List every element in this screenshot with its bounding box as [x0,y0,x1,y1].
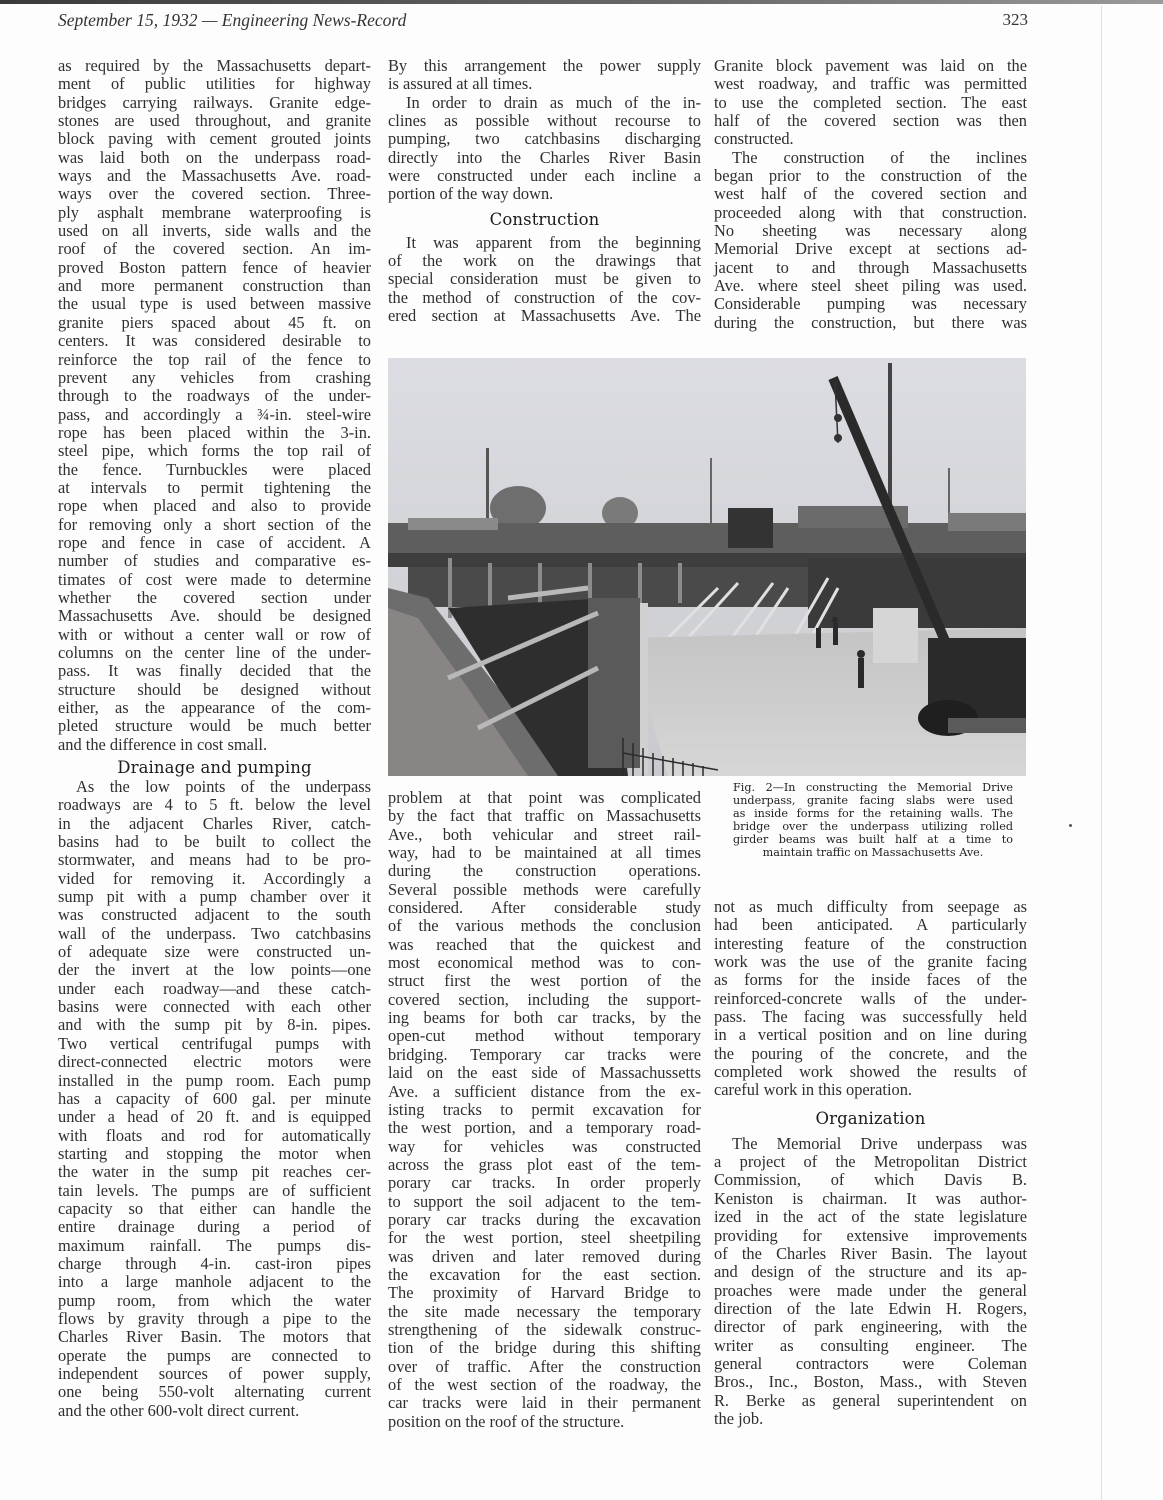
text-line: R. Berke as general superintendent on [714,1390,1027,1410]
text-line: was constructed adjacent to the south [58,905,371,925]
text-line: problem at that point was complicated [388,788,701,807]
text-line: In order to drain as much of the in- [406,92,701,112]
column-left-bottom [58,758,371,1420]
caption-line: as inside forms for the retaining walls. The [733,806,1013,820]
text-line: Bros., Inc., Boston, Mass., with Steven [714,1372,1027,1392]
text-line: ized in the act of the state legislature [714,1207,1027,1227]
text-line: for the west portion, steel sheetpiling [388,1228,701,1248]
text-line: used on all inverts, side walls and the [58,221,371,241]
caption-line: maintain traffic on Massachusetts Ave. [762,845,984,859]
text-line: was laid both on the underpass road- [58,147,371,167]
text-line: The proximity of Harvard Bridge to [388,1283,701,1303]
text-line: the job. [714,1408,764,1428]
text-line: sump pit with a pump chamber over it [58,887,371,907]
text-line: the method of construction of the cov- [388,287,701,307]
text-line: of the various methods the conclusion [388,916,701,936]
text-line: stones are used throughout, and granite [58,111,371,131]
text-line: to support the soil adjacent to the tem- [388,1191,701,1211]
text-line: not as much difficulty from seepage as [714,897,1027,916]
text-line: rope when placed and also to provide [58,496,371,516]
text-line: struct first the west portion of the [388,971,701,991]
text-line: and the other 600-volt direct current. [58,1400,300,1420]
text-line: pass. The facing was successfully held [714,1007,1027,1027]
text-line: Keniston is chairman. It was author- [714,1188,1027,1208]
text-line: has a capacity of 600 gal. per minute [58,1088,371,1108]
text-line: proaches were made under the general [714,1280,1027,1300]
text-line: Granite block pavement was laid on the [714,56,1027,75]
text-line: was reached that the quickest and [388,934,701,954]
text-line: prevent any vehicles from crashing [58,367,371,387]
text-line: in a vertical position and on line during [714,1025,1027,1045]
text-line: of adequate size were constructed un- [58,942,371,962]
text-line: and design of the structure and its ap- [714,1262,1027,1282]
text-line: By this arrangement the power supply [388,56,701,75]
text-line: directly into the Charles River Basin [388,147,701,167]
text-line: Ave. a sufficient distance from the ex- [388,1081,701,1101]
text-line: Two vertical centrifugal pumps with [58,1033,371,1053]
text-line: stormwater, and means had to be pro- [58,850,371,870]
text-line: It was apparent from the beginning [406,232,701,252]
text-line: either, as the appearance of the com- [58,698,371,718]
text-line: position on the roof of the structure. [388,1411,625,1431]
text-line: portion of the way down. [388,184,554,204]
text-line: with or without a center wall or row of [58,624,371,644]
power-paragraphs [388,57,701,204]
text-line: laid on the east side of Massachussetts [388,1063,701,1083]
text-line: pass, and accordingly a ¾-in. steel-wire [58,404,371,424]
text-line: the west portion, and a temporary road- [388,1118,701,1138]
text-line: under a head of 20 ft. and is equipped [58,1107,371,1127]
text-line: way for vehicles was constructed [388,1136,701,1156]
text-line: west half of the covered section and [714,184,1027,204]
text-line: open-cut method without temporary [388,1026,701,1046]
text-line: ered section at Massachusetts Ave. The [388,306,701,326]
text-line: proceeded along with that construction. [714,202,1027,222]
facing-paragraph [714,898,1027,1100]
text-line: wall of the underpass. Two catchbasins [58,923,371,943]
construction-paragraph [388,234,701,326]
text-line: by the fact that traffic on Massachusetts [388,806,701,826]
text-line: pass. It was finally decided that the [58,661,371,681]
text-line: proved Boston pattern fence of heavier [58,257,371,277]
text-line: as required by the Massachusetts depart- [58,56,371,75]
caption-line: bridge over the underpass utilizing rolled [733,819,1013,833]
text-line: ways and the Massachusetts Ave. road- [58,166,371,186]
text-line: roadways are 4 to 5 ft. below the level [58,795,371,815]
text-line: general contractors were Coleman [714,1353,1027,1373]
column-middle-bottom [388,789,701,1431]
text-line: flows by gravity through a pipe to the [58,1308,371,1328]
text-line: across the grass plot east of the tem- [388,1154,701,1174]
text-line: and the difference in cost small. [58,734,268,754]
text-line: began prior to the construction of the [714,166,1027,186]
text-line: block paving with cement grouted joints [58,129,371,149]
running-header [58,10,1028,34]
scan-edge-line [1101,6,1102,1500]
text-line: and with the sump pit by 8-in. pipes. [58,1015,371,1035]
scan-speck [1069,824,1072,827]
text-line: porary car tracks. In order properly [388,1173,701,1193]
text-line: whether the covered section under [58,587,371,607]
text-line: under each roadway—and these catch- [58,978,371,998]
text-line: Several possible methods were carefully [388,879,701,899]
text-line: basins had to be built to collect the [58,832,371,852]
text-line: der the invert at the low points—one [58,960,371,980]
caption-line: girder beams was built half at a time to [733,832,1013,846]
text-line: ing beams for both car tracks, by the [388,1008,701,1028]
text-line: number of studies and comparative es- [58,551,371,571]
text-line: of the Charles River Basin. The layout [714,1243,1027,1263]
column-left-top [58,57,371,754]
text-line: as forms for the inside faces of the [714,970,1027,990]
column-middle-top [388,57,701,325]
text-line: most economical method was to con- [388,953,701,973]
text-line: independent sources of power supply, [58,1364,371,1383]
text-line: at intervals to permit tightening the [58,477,371,497]
text-line: director of park engineering, with the [714,1317,1027,1337]
text-line: the usual type is used between massive [58,294,371,314]
text-line: pump room, from which the water [58,1290,371,1310]
text-line: maximum rainfall. The pumps dis- [58,1235,371,1255]
text-line: car tracks were laid in their permanent [388,1393,701,1413]
column-right-bottom [714,898,1027,1428]
construction-photograph [388,358,1026,776]
text-line: No sheeting was necessary along [714,221,1027,241]
text-line: rope and fence in case of accident. A [58,532,371,552]
text-line: Commission, of which Davis B. [714,1170,1027,1190]
text-line: Massachusetts Ave. should be designed [58,606,371,626]
text-line: direction of the late Edwin H. Rogers, [714,1298,1027,1318]
text-line: were constructed under each incline a [388,166,701,186]
text-line: during the construction, but there was [714,312,1027,332]
text-line: jacent to and through Massachusetts [714,257,1027,277]
section-heading-organization: Organization [815,1108,926,1128]
text-line: way, had to be maintained at all times [388,843,701,863]
text-line: one being 550-volt alternating current [58,1382,371,1402]
text-line: ways over the covered section. Three- [58,184,371,204]
text-line: the excavation for the east section. [388,1264,701,1284]
text-line: installed in the pump room. Each pump [58,1070,371,1090]
text-line: the fence. Turnbuckles were placed [58,459,371,479]
text-line: was driven and later removed during [388,1246,701,1266]
text-line: over of traffic. After the construction [388,1356,701,1376]
caption-line: Fig. 2—In constructing the Memorial Drive [733,781,1013,794]
text-line: is assured at all times. [388,74,533,94]
scan-top-border [0,0,1163,4]
text-line: reinforced-concrete walls of the under- [714,988,1027,1008]
text-line: direct-connected electric motors were [58,1052,371,1072]
text-line: ment of public utilities for highway [58,74,371,94]
text-line: roof of the covered section. An im- [58,239,371,259]
text-line: capacity so that either can handle the [58,1198,371,1218]
text-line: vided for removing it. Accordingly a [58,868,371,888]
figure-caption [733,782,1013,859]
caption-line: underpass, granite facing slabs were used [733,793,1013,807]
text-line: writer as consulting engineer. The [714,1335,1027,1355]
text-line: centers. It was considered desirable to [58,331,371,351]
text-line: covered section, including the support- [388,989,701,1009]
text-line: west roadway, and traffic was permitted [714,74,1027,94]
text-line: through to the roadways of the under- [58,386,371,406]
text-line: porary car tracks during the excavation [388,1209,701,1229]
text-line: a project of the Metropolitan District [714,1152,1027,1172]
text-line: work was the use of the granite facing [714,952,1027,972]
text-line: of the work on the drawings that [388,251,701,271]
text-line: charge through 4-in. cast-iron pipes [58,1253,371,1273]
text-line: tion of the bridge during this shifting [388,1338,701,1358]
text-line: The Memorial Drive underpass was [732,1133,1027,1153]
text-line: clines as possible without recourse to [388,111,701,131]
text-line: structure should be designed without [58,679,371,699]
text-line: for removing only a short section of the [58,514,371,534]
text-line: pleted structure would be much better [58,716,371,736]
section-heading-construction: Construction [489,209,600,229]
text-line: careful work in this operation. [714,1080,912,1100]
text-line: entire drainage during a period of [58,1217,371,1237]
text-line: Ave., both vehicular and street rail- [388,824,701,844]
text-line: operate the pumps are connected to [58,1345,371,1365]
text-line: completed work showed the results of [714,1062,1027,1082]
text-line: and more permanent construction than [58,276,371,296]
text-line: half of the covered section was then [714,111,1027,131]
text-line: bridging. Temporary car tracks were [388,1044,701,1064]
text-line: starting and stopping the motor when [58,1143,371,1163]
page-number: 323 [1002,10,1028,29]
text-line: the site made necessary the temporary [388,1301,701,1321]
text-line: Charles River Basin. The motors that [58,1327,371,1347]
text-line: special consideration must be given to [388,269,701,289]
text-line: Memorial Drive except at sections ad- [714,239,1027,259]
text-line: basins were connected with each other [58,997,371,1017]
section-heading-drainage: Drainage and pumping [117,758,312,777]
text-line: interesting feature of the construction [714,933,1027,953]
text-line: constructed. [714,129,794,149]
text-line: Ave. where steel sheet piling was used. [714,276,1027,296]
text-line: reinforce the top rail of the fence to [58,349,371,369]
drainage-paragraph [58,778,371,1420]
text-line: timates of cost were made to determine [58,569,371,589]
text-line: As the low points of the underpass [76,777,371,796]
text-line: Considerable pumping was necessary [714,294,1027,314]
text-line: into a large manhole adjacent to the [58,1272,371,1292]
text-line: isting tracks to permit excavation for [388,1099,701,1119]
text-line: during the construction operations. [388,861,701,881]
text-line: strengthening of the sidewalk construc- [388,1319,701,1339]
text-line: tain levels. The pumps are of sufficient [58,1180,371,1200]
text-line: considered. After considerable study [388,898,701,918]
text-line: with floats and rod for automatically [58,1125,371,1145]
text-line: columns on the center line of the under- [58,643,371,662]
text-line: steel pipe, which forms the top rail of [58,441,371,461]
column-right-top [714,57,1027,332]
text-line: ply asphalt membrane waterproofing is [58,202,371,222]
text-line: to use the completed section. The east [714,92,1027,112]
text-line: rope has been placed within the 3-in. [58,422,371,442]
text-line: bridges carrying railways. Granite edge- [58,92,371,112]
text-line: had been anticipated. A particularly [714,915,1027,935]
text-line: pumping, two catchbasins discharging [388,129,701,149]
text-line: granite piers spaced about 45 ft. on [58,312,371,332]
text-line: the pouring of the concrete, and the [714,1043,1027,1063]
text-line: of the west section of the roadway, the [388,1375,701,1394]
organization-paragraph [714,1135,1027,1429]
journal-date-title: September 15, 1932 — Engineering News-Record [58,10,407,30]
text-line: the water in the sump pit reaches cer- [58,1162,371,1182]
text-line: The construction of the inclines [732,147,1027,167]
text-line: in the adjacent Charles River, catch- [58,813,371,833]
text-line: providing for extensive improvements [714,1225,1027,1245]
